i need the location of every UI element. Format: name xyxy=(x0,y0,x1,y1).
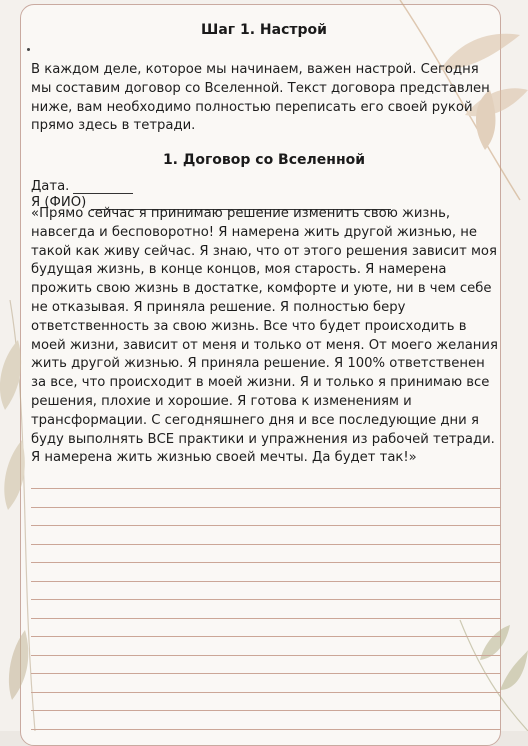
writing-line[interactable] xyxy=(31,562,501,563)
writing-line[interactable] xyxy=(31,599,501,600)
bullet-dot xyxy=(27,48,30,51)
name-label: Я (ФИО) xyxy=(31,195,87,210)
step-title: Шаг 1. Настрой xyxy=(201,22,327,38)
writing-line[interactable] xyxy=(31,507,501,508)
writing-line[interactable] xyxy=(31,673,501,674)
writing-line[interactable] xyxy=(31,581,501,582)
writing-line[interactable] xyxy=(31,618,501,619)
date-field[interactable] xyxy=(31,179,69,195)
intro-paragraph: В каждом деле, которое мы начинаем, важен настрой. Сегодня мы составим договор со Вселенной. Текст договора представлен ниже, вам необходимо полностью переписать его своей рукой прямо здесь в тетради. xyxy=(31,62,490,134)
writing-line[interactable] xyxy=(31,729,501,730)
writing-line[interactable] xyxy=(31,636,501,637)
leaf-decoration-bottom-right xyxy=(440,600,528,731)
contract-text: «Прямо сейчас я принимаю решение изменить свою жизнь, навсегда и бесповоротно! Я намерена жить другой жизнью, не такой как живу сейчас. Я знаю, что от этого решения зависит моя будущая жизнь, в конце концов, моя старость. Я намерена прожить свою жизнь в достатке, комфорте и уюте, ни в чем себе не отказывая. Я приняла решение. Я полностью беру ответственность за свою жизнь. Все что будет происходить в моей жизни, зависит от меня и только от меня. От моего желания жить другой жизнью. Я приняла решение. Я 100% ответственен за все, что происходит в моей жизни. Я и только я принимаю все решения, плохие и хорошие. Я готова к изменениям и трансформации. С сегодняшнего дня и все последующие дни я буду выполнять ВСЕ практики и упражнения из рабочей тетради. Я намерена жить жизнью своей мечты. Да будет так!» xyxy=(31,206,498,466)
writing-line[interactable] xyxy=(31,488,501,489)
writing-line[interactable] xyxy=(31,525,501,526)
date-underline xyxy=(73,193,133,194)
contract-title: 1. Договор со Вселенной xyxy=(162,152,366,168)
date-label: Дата. xyxy=(31,179,70,194)
writing-line[interactable] xyxy=(31,544,501,545)
writing-line[interactable] xyxy=(31,692,501,693)
writing-line[interactable] xyxy=(31,710,501,711)
writing-line[interactable] xyxy=(31,655,501,656)
